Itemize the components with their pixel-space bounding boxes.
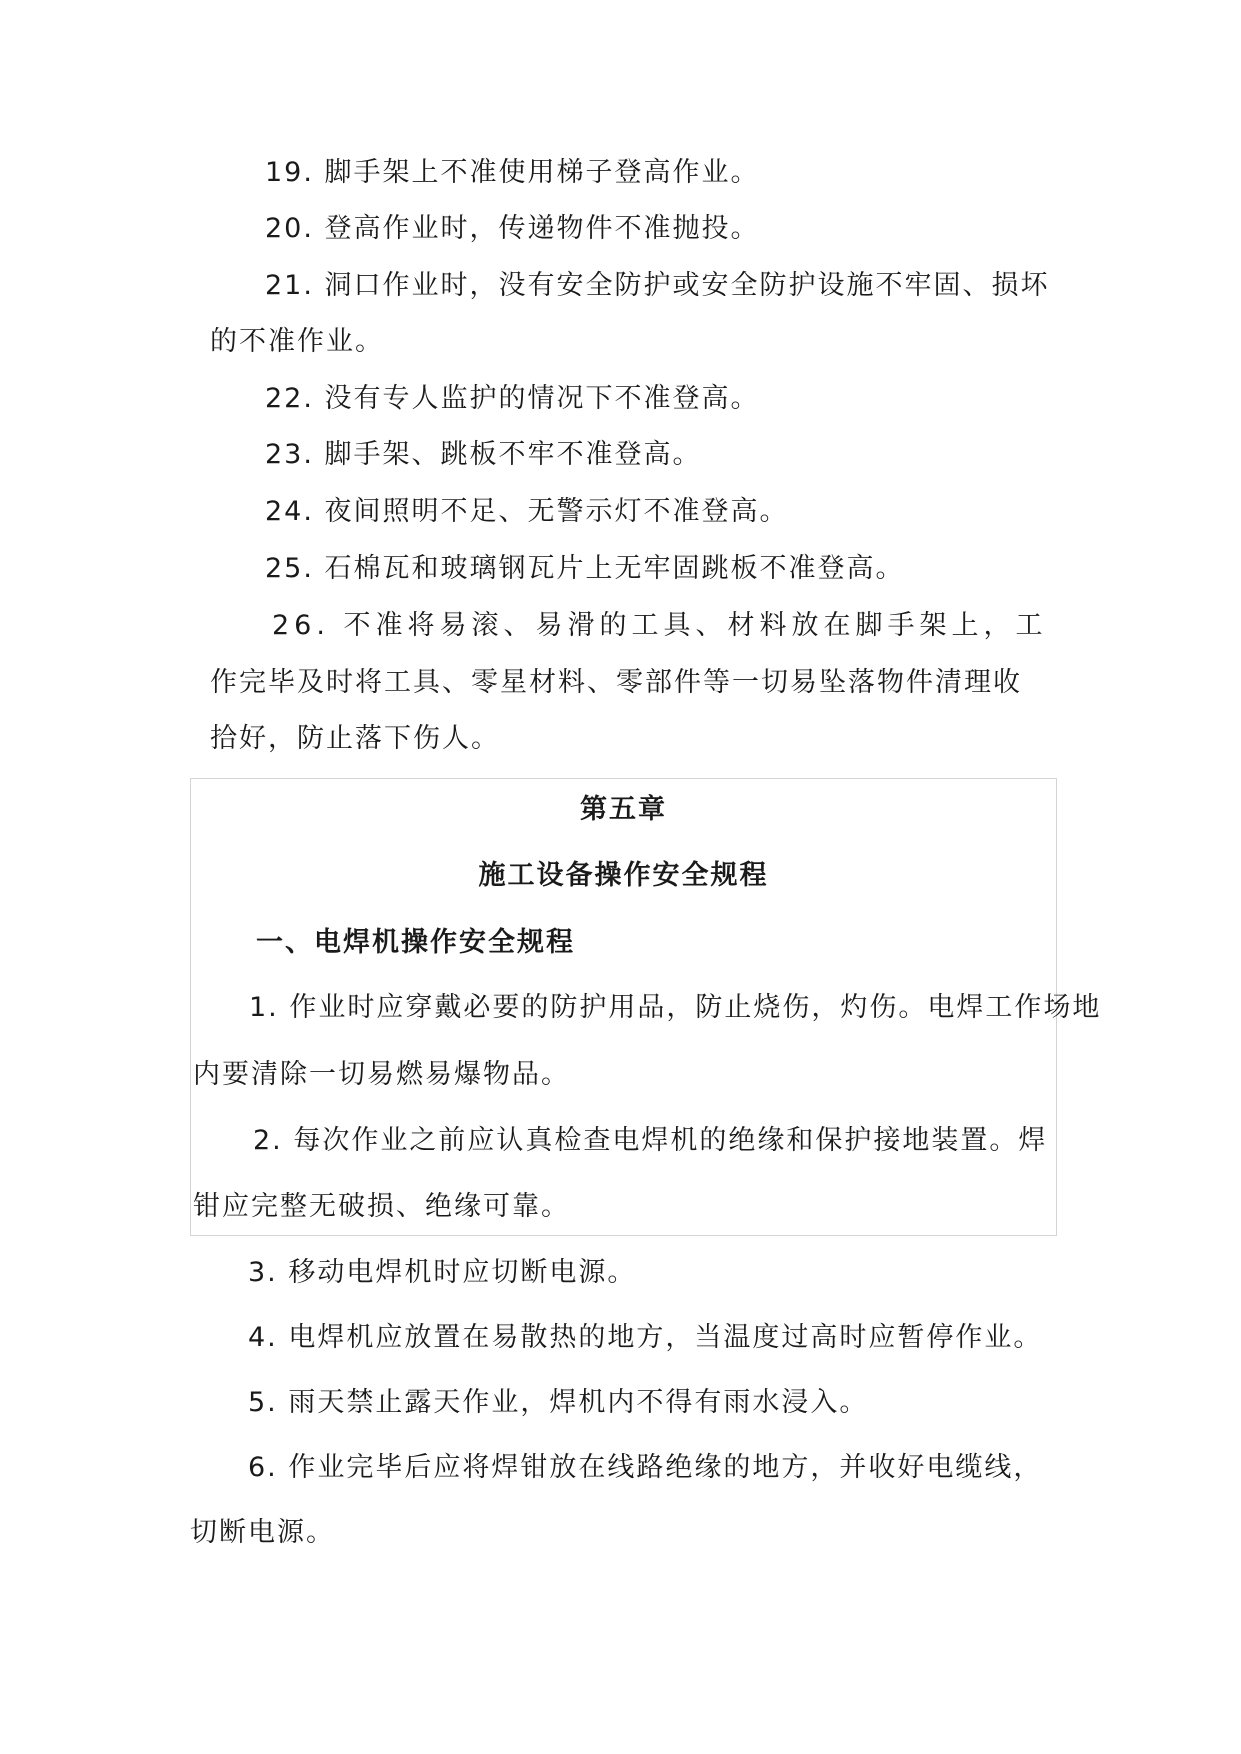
item-22: 22. 没有专人监护的情况下不准登高。: [265, 383, 760, 414]
item-26-cont-1: 作完毕及时将工具、零星材料、零部件等一切易坠落物件清理收: [210, 667, 1022, 698]
item-21-cont: 的不准作业。: [210, 326, 384, 357]
item-6: 6. 作业完毕后应将焊钳放在线路绝缘的地方，并收好电缆线，: [248, 1452, 1043, 1483]
item-6-cont: 切断电源。: [190, 1517, 335, 1548]
item-26-cont-2: 拾好，防止落下伤人。: [210, 723, 500, 754]
item-19: 19. 脚手架上不准使用梯子登高作业。: [265, 157, 760, 188]
box-item-2-cont: 钳应完整无破损、绝缘可靠。: [193, 1191, 570, 1222]
item-21: 21. 洞口作业时，没有安全防护或安全防护设施不牢固、损坏: [265, 270, 1050, 301]
item-24: 24. 夜间照明不足、无警示灯不准登高。: [265, 496, 789, 527]
item-26: 26. 不准将易滚、易滑的工具、材料放在脚手架上，工: [272, 610, 1048, 641]
box-item-2: 2. 每次作业之前应认真检查电焊机的绝缘和保护接地装置。焊: [253, 1125, 1048, 1156]
item-5: 5. 雨天禁止露天作业，焊机内不得有雨水浸入。: [248, 1387, 869, 1418]
chapter-title: 施工设备操作安全规程: [478, 860, 769, 891]
box-item-1-cont: 内要清除一切易燃易爆物品。: [193, 1059, 570, 1090]
item-4: 4. 电焊机应放置在易散热的地方，当温度过高时应暂停作业。: [248, 1322, 1043, 1353]
item-3: 3. 移动电焊机时应切断电源。: [248, 1257, 637, 1288]
chapter-number: 第五章: [580, 794, 667, 825]
section-heading: 一、电焊机操作安全规程: [256, 927, 575, 958]
item-25: 25. 石棉瓦和玻璃钢瓦片上无牢固跳板不准登高。: [265, 553, 905, 584]
box-item-1: 1. 作业时应穿戴必要的防护用品，防止烧伤，灼伤。电焊工作场地: [249, 992, 1102, 1023]
item-20: 20. 登高作业时，传递物件不准抛投。: [265, 213, 760, 244]
item-23: 23. 脚手架、跳板不牢不准登高。: [265, 439, 702, 470]
